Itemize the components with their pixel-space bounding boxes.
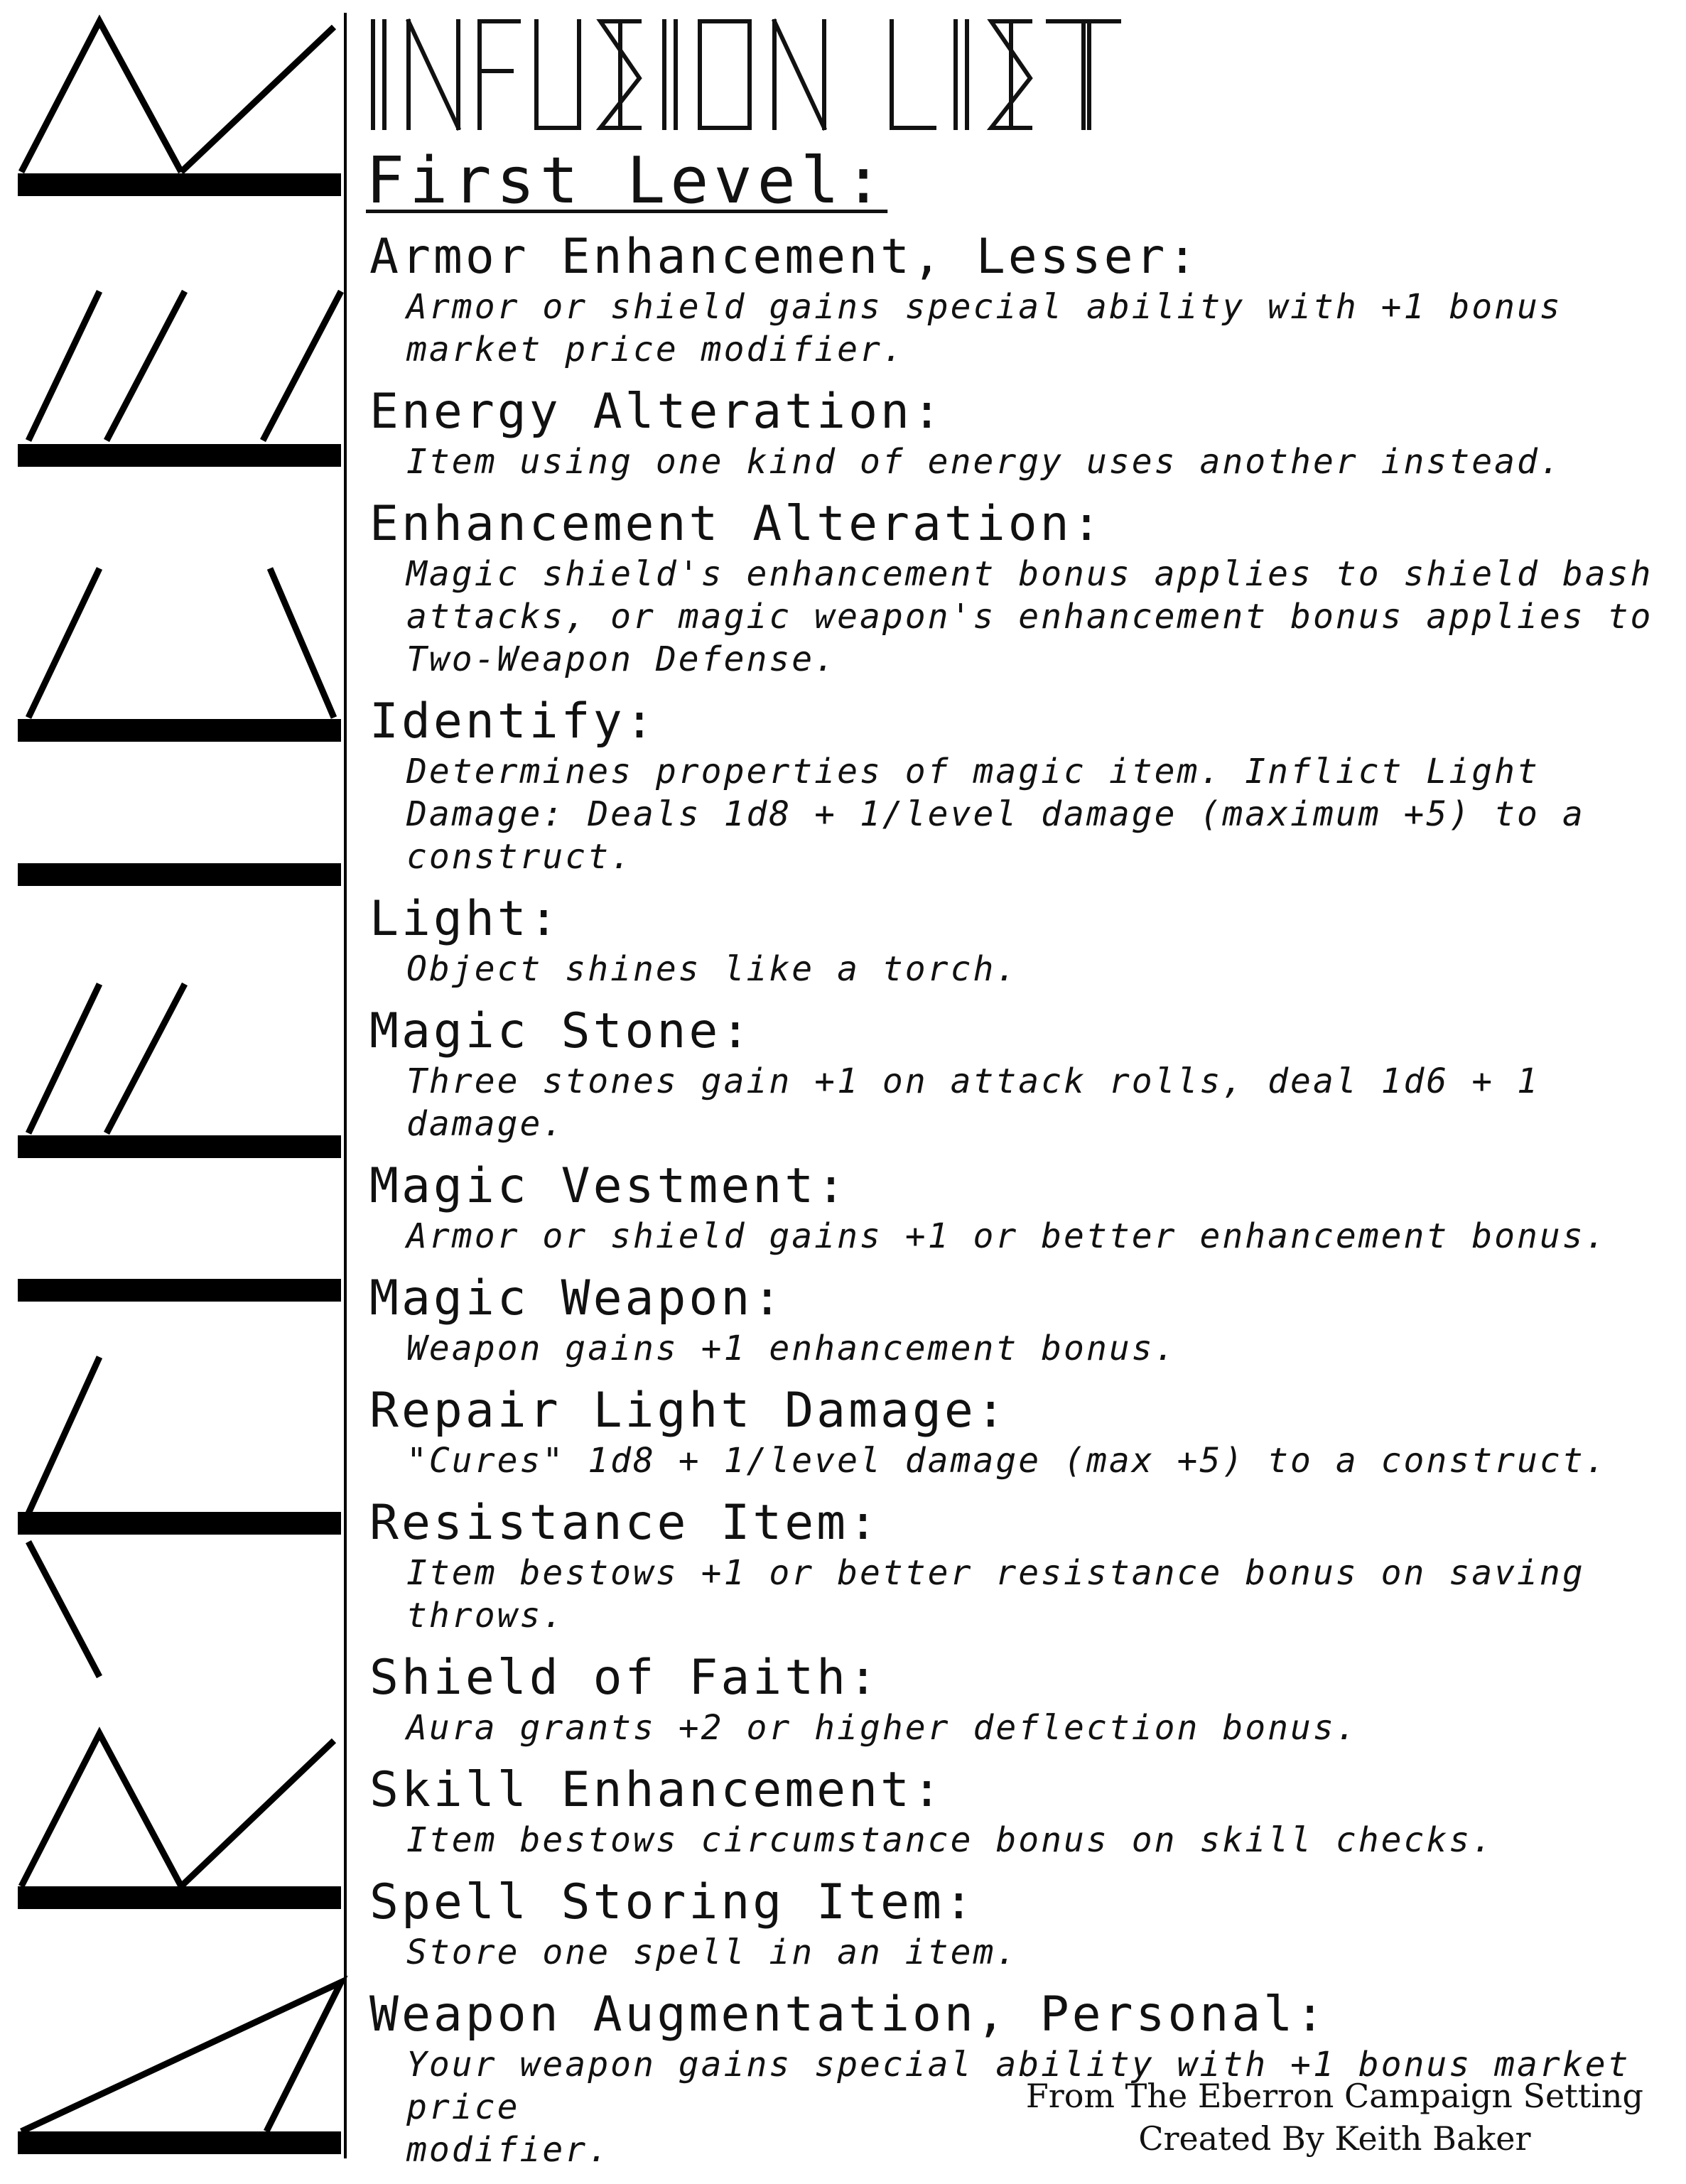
infusion-description: Your weapon gains special ability with +1 bonus market price modifier. [406, 2045, 1631, 2170]
infusion-name: Armor Enhancement, Lesser: [369, 229, 1200, 285]
infusion-description: Store one spell in an item. [406, 1932, 1019, 1972]
credits-source: From The Eberron Campaign Setting [1025, 2077, 1643, 2115]
list-item [369, 384, 1670, 483]
infusion-name: Resistance Item: [369, 1495, 881, 1551]
infusion-name: Magic Vestment: [369, 1158, 849, 1214]
list-item [369, 229, 1670, 371]
infusion-description: Determines properties of magic item. Inflict Light Damage: Deals 1d8 + 1/level damage (maximum +5) to a construct. [406, 752, 1585, 877]
rune-letter-i-2 [18, 1279, 341, 1302]
infusion-description: Aura grants +2 or higher deflection bonus. [406, 1708, 1358, 1748]
rune-letter-r [28, 291, 341, 440]
infusion-description: Magic shield's enhancement bonus applies to shield bash attacks, or magic weapon's enhancement bonus applies to Two-Weapon Defense. [406, 554, 1653, 679]
infusion-name: Enhancement Alteration: [369, 496, 1104, 552]
list-item [369, 891, 1670, 990]
list-item [369, 1383, 1670, 1482]
list-item [369, 1495, 1670, 1637]
rune-letter-t [28, 568, 334, 718]
list-item [369, 1874, 1670, 1974]
page-title [366, 14, 1218, 131]
list-item [369, 1158, 1670, 1258]
credits-author: Created By Keith Baker [1138, 2119, 1531, 2158]
artificer-rune-banner [0, 0, 355, 2167]
rune-letter-e [18, 1734, 341, 1909]
infusion-name: Weapon Augmentation, Personal: [369, 1986, 1328, 2043]
infusion-description: Armor or shield gains special ability with +1 bonus market price modifier. [406, 287, 1562, 369]
infusion-description: Armor or shield gains +1 or better enhancement bonus. [406, 1216, 1608, 1256]
rune-letter-a [18, 21, 341, 196]
infusion-name: Magic Weapon: [369, 1270, 785, 1326]
infusion-list [369, 229, 1670, 2184]
infusion-name: Light: [369, 891, 561, 947]
infusion-name: Identify: [369, 693, 657, 750]
section-heading-first-level: First Level: [366, 144, 888, 218]
infusion-name: Shield of Faith: [369, 1650, 881, 1706]
list-item [369, 1650, 1670, 1749]
list-item [369, 1762, 1670, 1861]
list-item [369, 693, 1670, 878]
rune-letter-f [28, 984, 185, 1133]
infusion-description: Weapon gains +1 enhancement bonus. [406, 1329, 1177, 1368]
infusion-description: Item bestows circumstance bonus on skill checks. [406, 1820, 1495, 1860]
list-item [369, 496, 1670, 681]
infusion-description: Item bestows +1 or better resistance bonus on saving throws. [406, 1553, 1585, 1636]
infusion-description: Item using one kind of energy uses another instead. [406, 442, 1562, 482]
infusion-name: Repair Light Damage: [369, 1383, 1008, 1439]
infusion-description: Object shines like a torch. [406, 949, 1019, 989]
list-item [369, 1003, 1670, 1145]
vertical-divider [344, 13, 347, 2158]
credits [1026, 2075, 1643, 2160]
infusion-description: Three stones gain +1 on attack rolls, deal 1d6 + 1 damage. [406, 1061, 1540, 1144]
infusion-name: Energy Alteration: [369, 384, 944, 440]
infusion-name: Magic Stone: [369, 1003, 753, 1059]
infusion-name: Spell Storing Item: [369, 1874, 976, 1930]
rune-letter-i [18, 863, 341, 886]
list-item [369, 1270, 1670, 1370]
rune-letter-r-2 [18, 1982, 341, 2154]
infusion-description: "Cures" 1d8 + 1/level damage (max +5) to a construct. [406, 1441, 1608, 1481]
infusion-name: Skill Enhancement: [369, 1762, 944, 1818]
